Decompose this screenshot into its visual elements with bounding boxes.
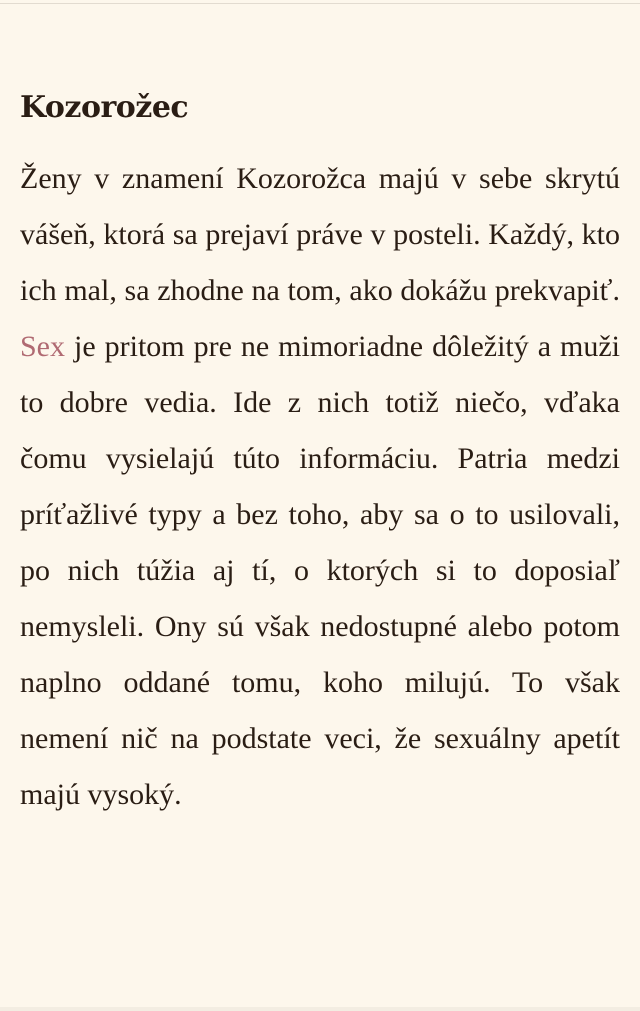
paragraph-text-before-link: Ženy v znamení Kozorožca majú v sebe skrytú vášeň, ktorá sa prejaví práve v posteli. Každý, kto ich mal, sa zhodne na tom, ako dokážu prekvapiť. — [20, 162, 620, 307]
bottom-divider — [0, 1007, 640, 1011]
top-divider — [0, 3, 640, 4]
paragraph-text-after-link: je pritom pre ne mimoriadne dôležitý a muži to dobre vedia. Ide z nich totiž niečo, vďaka čomu vysielajú túto informáciu. Patria medzi príťažlivé typy a bez toho, aby sa o to usilovali, po nich túžia aj tí, o ktorých si to doposiaľ nemysleli. Ony sú však nedostupné alebo potom naplno oddané tomu, koho milujú. To však nemení nič na podstate veci, že sexuálny apetít majú vysoký. — [20, 330, 620, 811]
article-paragraph — [20, 151, 620, 823]
section-heading: Kozorožec — [20, 90, 189, 125]
sex-link[interactable]: Sex — [20, 330, 65, 363]
